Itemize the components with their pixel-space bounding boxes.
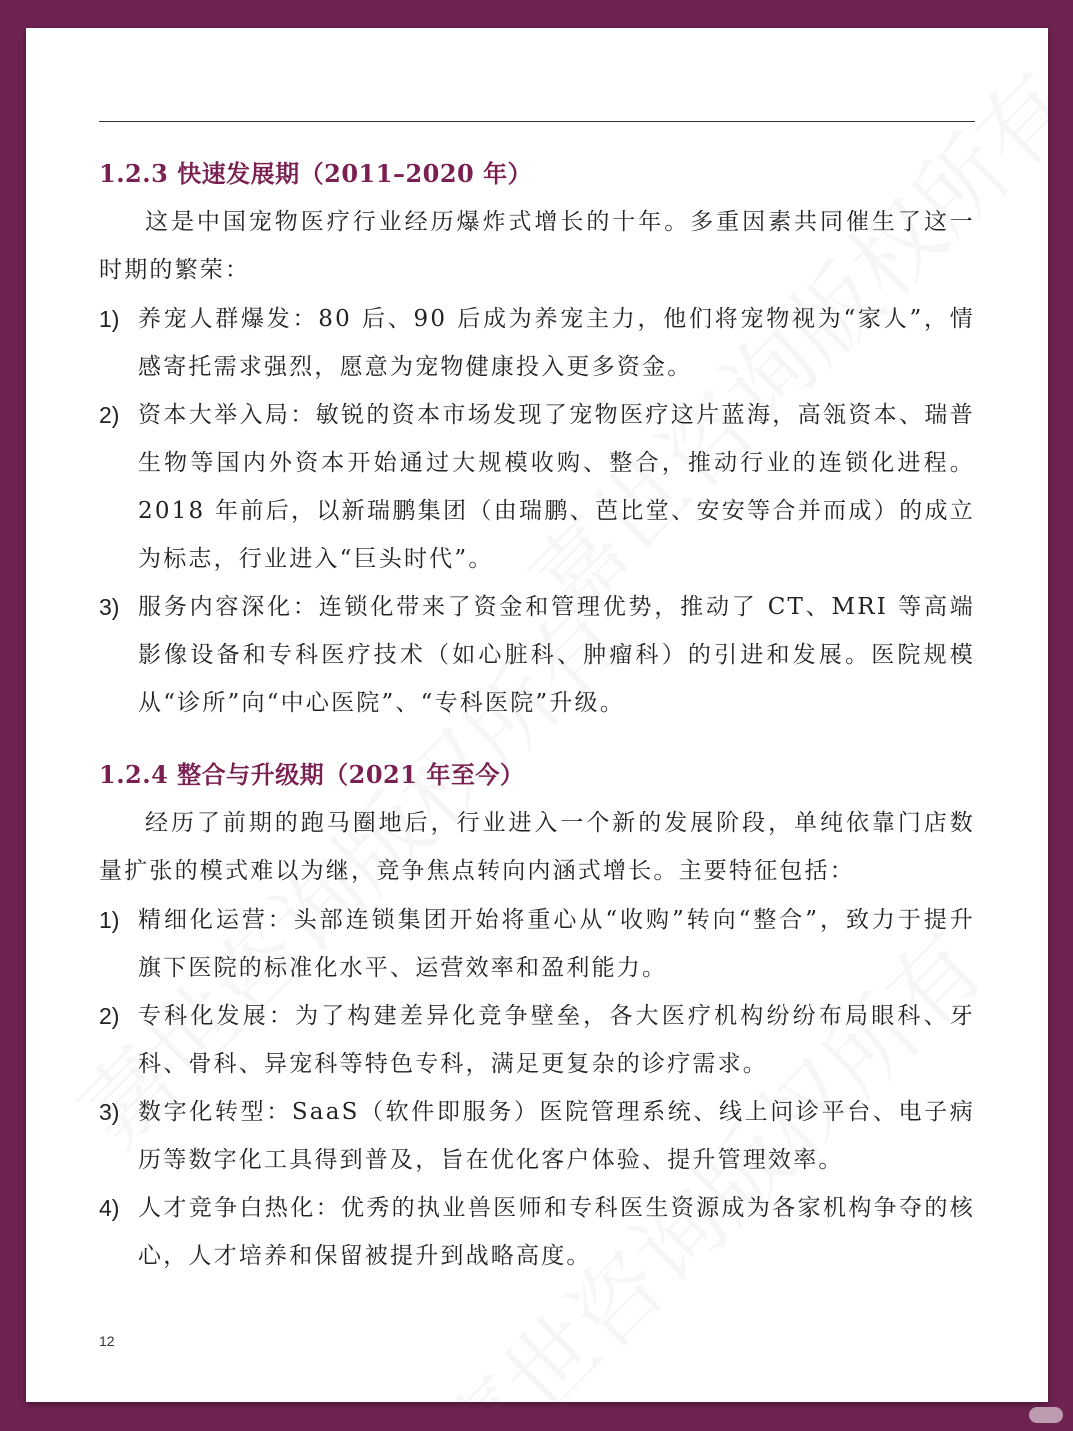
list-item-text: 资本大举入局：敏锐的资本市场发现了宠物医疗这片蓝海，高瓴资本、瑞普生物等国内外资本开始通过大规模收购、整合，推动行业的连锁化进程。2018 年前后，以新瑞鹏集团（由瑞鹏、芭比堂、安安等合并而成）的成立为标志，行业进入“巨头时代”。 <box>138 402 975 572</box>
list-item-number: 3) <box>99 1099 120 1125</box>
header-rule <box>99 121 975 122</box>
list-item <box>99 1184 975 1280</box>
list-item <box>99 992 975 1088</box>
page-number: 12 <box>99 1333 115 1349</box>
list-item-number: 2) <box>99 1003 120 1029</box>
list-item-number: 1) <box>99 306 120 332</box>
document-page <box>26 28 1048 1402</box>
list-item-number: 3) <box>99 594 120 620</box>
list-item <box>99 896 975 992</box>
list-item-text: 服务内容深化：连锁化带来了资金和管理优势，推动了 CT、MRI 等高端影像设备和专科医疗技术（如心脏科、肿瘤科）的引进和发展。医院规模从“诊所”向“中心医院”、“专科医院”升级。 <box>138 594 975 716</box>
section-heading: 1.2.4 整合与升级期（2021 年至今） <box>99 760 525 789</box>
list-item-number: 2) <box>99 402 120 428</box>
list-item <box>99 583 975 727</box>
list-item <box>99 1088 975 1184</box>
list-item-text: 数字化转型：SaaS（软件即服务）医院管理系统、线上问诊平台、电子病历等数字化工具得到普及，旨在优化客户体验、提升管理效率。 <box>138 1099 975 1173</box>
list-item-number: 1) <box>99 907 120 933</box>
section-intro-paragraph: 这是中国宠物医疗行业经历爆炸式增长的十年。多重因素共同催生了这一时期的繁荣： <box>99 209 975 283</box>
list-item <box>99 295 975 391</box>
list-item <box>99 391 975 583</box>
section-heading: 1.2.3 快速发展期（2011–2020 年） <box>99 159 533 188</box>
list-item-text: 专科化发展：为了构建差异化竞争壁垒，各大医疗机构纷纷布局眼科、牙科、骨科、异宠科等特色专科，满足更复杂的诊疗需求。 <box>138 1003 975 1077</box>
list-item-number: 4) <box>99 1195 120 1221</box>
list-item-text: 养宠人群爆发：80 后、90 后成为养宠主力，他们将宠物视为“家人”，情感寄托需求强烈，愿意为宠物健康投入更多资金。 <box>138 306 975 380</box>
list-item-text: 人才竞争白热化：优秀的执业兽医师和专科医生资源成为各家机构争夺的核心，人才培养和保留被提升到战略高度。 <box>138 1195 975 1269</box>
list-item-text: 精细化运营：头部连锁集团开始将重心从“收购”转向“整合”，致力于提升旗下医院的标准化水平、运营效率和盈利能力。 <box>138 907 975 981</box>
section-intro-paragraph: 经历了前期的跑马圈地后，行业进入一个新的发展阶段，单纯依靠门店数量扩张的模式难以为继，竞争焦点转向内涵式增长。主要特征包括： <box>99 810 975 884</box>
corner-badge <box>1029 1407 1063 1423</box>
